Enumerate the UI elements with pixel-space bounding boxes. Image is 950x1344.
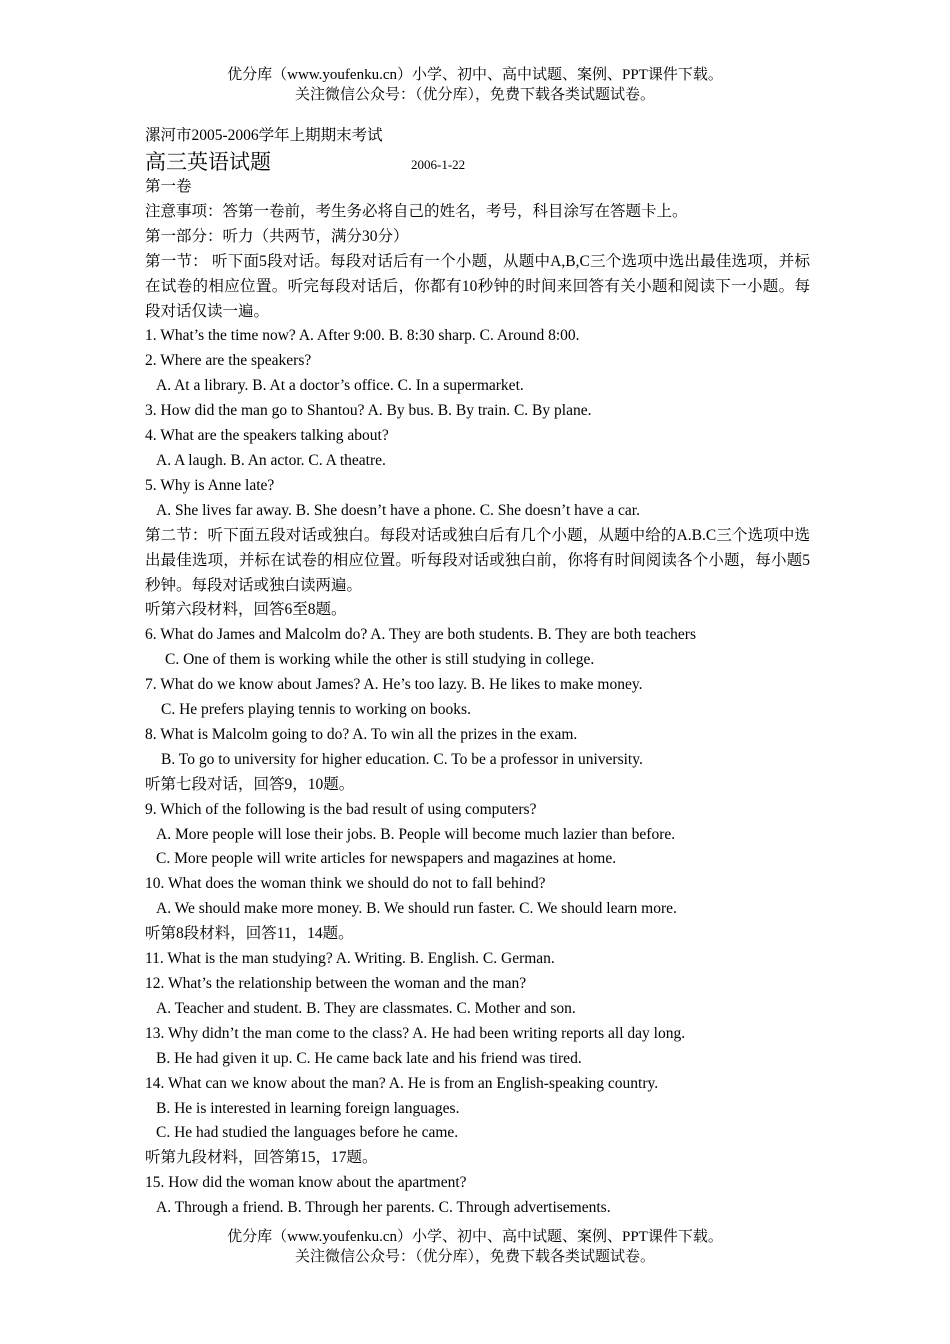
question-5-options: A. She lives far away. B. She doesn’t have a phone. C. She doesn’t have a car. xyxy=(156,501,640,519)
section2-instructions: 第二节：听下面五段对话或独白。每段对话或独白后有几个小题，从题中给的A.B.C三个选项中选出最佳选项，并标在试卷的相应位置。听每段对话或独白前，你将有时间阅读各个小题，每小题5秒钟。每段对话或独白读两遍。 xyxy=(145,526,810,594)
footer-line-1: 优分库（www.youfenku.cn）小学、初中、高中试题、案例、PPT课件下载。 xyxy=(227,1229,723,1245)
question-7: 7. What do we know about James? A. He’s too lazy. B. He likes to make money. xyxy=(145,676,643,694)
material-6-heading: 听第六段材料，回答6至8题。 xyxy=(145,601,347,619)
question-13: 13. Why didn’t the man come to the class? A. He had been writing reports all day long. xyxy=(145,1024,686,1042)
question-7-options: C. He prefers playing tennis to working on books. xyxy=(161,701,471,719)
question-9-options-a: A. More people will lose their jobs. B. People will become much lazier than before. xyxy=(156,825,676,843)
question-6: 6. What do James and Malcolm do? A. They are both students. B. They are both teachers xyxy=(145,626,696,644)
question-9-options-b: C. More people will write articles for newspapers and magazines at home. xyxy=(156,850,617,868)
question-10: 10. What does the woman think we should do not to fall behind? xyxy=(145,875,546,893)
question-13-options: B. He had given it up. C. He came back late and his friend was tired. xyxy=(156,1049,582,1067)
question-2: 2. Where are the speakers? xyxy=(145,352,312,370)
question-3: 3. How did the man go to Shantou? A. By bus. B. By train. C. By plane. xyxy=(145,402,592,420)
exam-title: 漯河市2005-2006学年上期期末考试 xyxy=(145,127,383,144)
material-7-heading: 听第七段对话，回答9，10题。 xyxy=(145,775,355,793)
question-4-options: A. A laugh. B. An actor. C. A theatre. xyxy=(156,451,386,469)
material-8-heading: 听第8段材料，回答11，14题。 xyxy=(145,925,354,943)
question-8-options: B. To go to university for higher education. C. To be a professor in university. xyxy=(161,750,643,768)
header-line-2: 关注微信公众号：（优分库），免费下载各类试题试卷。 xyxy=(294,87,655,103)
exam-date: 2006-1-22 xyxy=(411,157,466,172)
question-6-options: C. One of them is working while the other is still studying in college. xyxy=(165,651,595,669)
question-11: 11. What is the man studying? A. Writing. B. English. C. German. xyxy=(145,950,555,968)
subject-row xyxy=(145,149,810,175)
section1-instructions: 第一节： 听下面5段对话。每段对话后有一个小题，从题中A,B,C三个选项中选出最佳选项，并标在试卷的相应位置。听完每段对话后，你都有10秒钟的时间来回答有关小题和阅读下一小题。每段对话仅读一遍。 xyxy=(145,252,810,320)
footer-line-2: 关注微信公众号：（优分库），免费下载各类试题试卷。 xyxy=(294,1249,655,1265)
material-9-heading: 听第九段材料，回答第15，17题。 xyxy=(145,1149,378,1167)
question-2-options: A. At a library. B. At a doctor’s office. C. In a supermarket. xyxy=(156,377,524,395)
question-5: 5. Why is Anne late? xyxy=(145,476,275,494)
question-14-options-a: B. He is interested in learning foreign languages. xyxy=(156,1099,460,1117)
subject-title: 高三英语试题 xyxy=(145,150,271,174)
document-body xyxy=(145,125,810,1221)
part1-heading: 第一部分：听力（共两节，满分30分） xyxy=(145,227,409,245)
question-14: 14. What can we know about the man? A. He is from an English-speaking country. xyxy=(145,1074,659,1092)
question-4: 4. What are the speakers talking about? xyxy=(145,427,389,445)
question-9: 9. Which of the following is the bad result of using computers? xyxy=(145,800,537,818)
volume-label: 第一卷 xyxy=(145,178,192,195)
question-14-options-b: C. He had studied the languages before he came. xyxy=(156,1124,459,1142)
page-footer xyxy=(0,1227,950,1267)
question-15: 15. How did the woman know about the apartment? xyxy=(145,1174,467,1192)
header-line-1: 优分库（www.youfenku.cn）小学、初中、高中试题、案例、PPT课件下载。 xyxy=(227,67,723,83)
question-10-options: A. We should make more money. B. We should run faster. C. We should learn more. xyxy=(156,900,677,918)
question-1: 1. What’s the time now? A. After 9:00. B. 8:30 sharp. C. Around 8:00. xyxy=(145,327,580,345)
notice: 注意事项：答第一卷前，考生务必将自己的姓名，考号，科目涂写在答题卡上。 xyxy=(145,202,688,220)
page-header xyxy=(0,65,950,105)
question-12-options: A. Teacher and student. B. They are classmates. C. Mother and son. xyxy=(156,999,576,1017)
question-8: 8. What is Malcolm going to do? A. To win all the prizes in the exam. xyxy=(145,725,578,743)
question-15-options: A. Through a friend. B. Through her parents. C. Through advertisements. xyxy=(156,1199,611,1217)
question-12: 12. What’s the relationship between the woman and the man? xyxy=(145,975,527,992)
